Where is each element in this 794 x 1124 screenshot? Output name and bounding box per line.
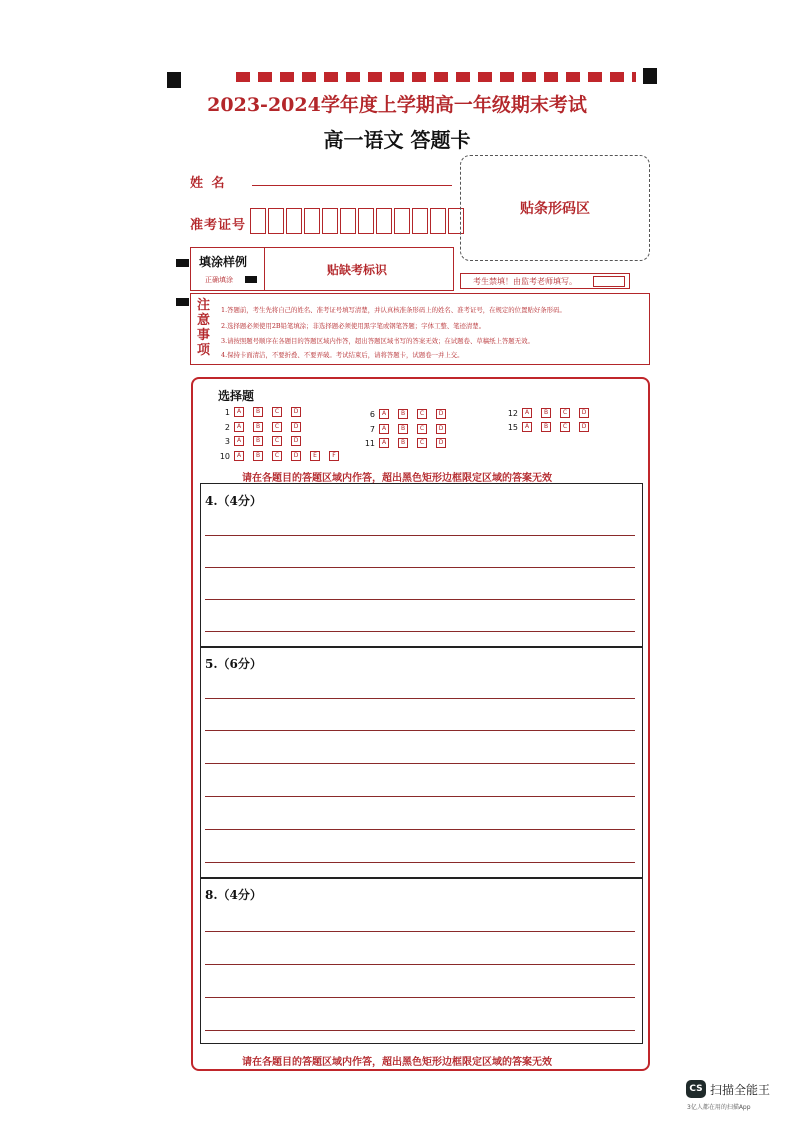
mc-question-number: 15 — [507, 422, 518, 432]
barcode-area — [460, 155, 650, 261]
mc-option-bubble[interactable]: D — [291, 407, 301, 417]
mc-option-bubble[interactable]: C — [417, 424, 427, 434]
cs-logo-icon: CS — [686, 1080, 706, 1098]
notice-item: 4.保持卡面清洁，不要折叠、不要弄破。考试结束后，请将答题卡，试题卷一并上交。 — [221, 351, 464, 359]
registration-mark — [167, 72, 181, 88]
mc-option-bubble[interactable]: E — [310, 451, 320, 461]
notice-item: 1.答题前，考生先将自己的姓名、准考证号填写清楚，并认真核准条形码上的姓名、准考证号，在规定的位置贴好条形码。 — [221, 306, 566, 314]
scanner-logo — [686, 1080, 770, 1098]
mc-question-number: 11 — [364, 438, 375, 448]
name-field[interactable] — [252, 168, 452, 186]
filled-sample — [245, 276, 257, 283]
writing-line — [205, 730, 635, 731]
writing-line — [205, 535, 635, 536]
mc-option-bubble[interactable]: C — [560, 422, 570, 432]
mc-option-bubble[interactable]: D — [579, 408, 589, 418]
mc-question-number: 7 — [369, 424, 375, 434]
mc-option-bubble[interactable]: B — [398, 409, 408, 419]
question-label: 4.（4分） — [205, 494, 262, 508]
mc-option-bubble[interactable]: D — [436, 438, 446, 448]
mc-option-bubble[interactable]: B — [398, 424, 408, 434]
mc-option-bubble[interactable]: A — [234, 407, 244, 417]
timing-marks — [236, 72, 636, 82]
mc-option-bubble[interactable]: B — [253, 451, 263, 461]
mc-option-bubble[interactable]: D — [436, 409, 446, 419]
mc-option-bubble[interactable]: C — [272, 436, 282, 446]
mc-option-bubble[interactable]: B — [541, 408, 551, 418]
mc-question-number: 12 — [507, 408, 518, 418]
answer-box-q8[interactable] — [200, 877, 643, 1044]
mc-option-bubble[interactable]: B — [398, 438, 408, 448]
exam-id-grid[interactable] — [250, 208, 466, 234]
mc-option-bubble[interactable]: A — [379, 438, 389, 448]
area-hint-top: 请在各题目的答题区域内作答，超出黑色矩形边框限定区域的答案无效 — [242, 473, 552, 484]
mc-option-bubble[interactable]: C — [560, 408, 570, 418]
mc-option-bubble[interactable]: C — [272, 451, 282, 461]
mc-option-bubble[interactable]: D — [436, 424, 446, 434]
mc-option-bubble[interactable]: D — [291, 436, 301, 446]
mc-row — [216, 436, 310, 446]
mc-option-bubble[interactable]: C — [272, 422, 282, 432]
mc-option-bubble[interactable]: A — [234, 422, 244, 432]
barcode-area-label: 贴条形码区 — [520, 201, 590, 217]
mc-question-number: 6 — [369, 409, 375, 419]
exam-id-label: 准考证号 — [190, 218, 247, 233]
writing-line — [205, 829, 635, 830]
notice-heading: 注意事项 — [197, 298, 211, 358]
mc-question-number: 1 — [224, 407, 230, 417]
writing-line — [205, 599, 635, 600]
area-hint-bottom: 请在各题目的答题区域内作答，超出黑色矩形边框限定区域的答案无效 — [242, 1057, 552, 1068]
logo-name: 扫描全能王 — [710, 1082, 771, 1097]
mc-question-number: 3 — [224, 436, 230, 446]
answer-box-q4[interactable] — [200, 483, 643, 648]
fill-example-label: 填涂样例 — [199, 255, 248, 269]
mc-row — [361, 409, 455, 419]
mc-option-bubble[interactable]: C — [417, 409, 427, 419]
writing-line — [205, 997, 635, 998]
notice-item: 2.选择题必须使用2B铅笔填涂；非选择题必须使用黑字笔或钢笔答题；字体工整、笔迹清楚。 — [221, 322, 486, 330]
card-subtitle: 高一语文 答题卡 — [323, 128, 471, 152]
mc-row — [216, 407, 310, 417]
mc-option-bubble[interactable]: D — [291, 451, 301, 461]
writing-line — [205, 763, 635, 764]
mc-row — [361, 424, 455, 434]
fill-example-box — [190, 247, 454, 291]
mc-option-bubble[interactable]: A — [234, 451, 244, 461]
mc-option-bubble[interactable]: B — [541, 422, 551, 432]
registration-mark — [176, 259, 189, 267]
mc-option-bubble[interactable]: C — [417, 438, 427, 448]
mc-row — [504, 422, 598, 432]
mc-row — [504, 408, 598, 418]
mc-option-bubble[interactable]: D — [579, 422, 589, 432]
absent-notice-box — [460, 273, 630, 289]
mc-row — [216, 422, 310, 432]
writing-line — [205, 931, 635, 932]
mc-option-bubble[interactable]: A — [234, 436, 244, 446]
mc-option-bubble[interactable]: A — [379, 424, 389, 434]
mc-question-number: 10 — [219, 451, 230, 461]
name-label: 姓 名 — [190, 176, 227, 191]
absent-checkbox[interactable] — [593, 276, 625, 287]
mc-question-number: 2 — [224, 422, 230, 432]
logo-tagline: 3亿人都在用的扫描App — [687, 1104, 751, 1111]
writing-line — [205, 567, 635, 568]
mc-option-bubble[interactable]: B — [253, 407, 263, 417]
mc-option-bubble[interactable]: C — [272, 407, 282, 417]
mc-option-bubble[interactable]: F — [329, 451, 339, 461]
mc-option-bubble[interactable]: A — [379, 409, 389, 419]
writing-line — [205, 631, 635, 632]
notice-box — [190, 293, 650, 365]
mc-option-bubble[interactable]: D — [291, 422, 301, 432]
mc-row — [216, 451, 348, 461]
writing-line — [205, 862, 635, 863]
mc-option-bubble[interactable]: B — [253, 436, 263, 446]
writing-line — [205, 796, 635, 797]
notice-item: 3.请按照题号顺序在各题目的答题区域内作答，超出答题区域书写的答案无效；在试题卷、草稿纸上答题无效。 — [221, 337, 534, 345]
fill-correct-label: 正确填涂 — [205, 276, 233, 284]
mc-title: 选择题 — [218, 389, 255, 403]
mc-row — [361, 438, 455, 448]
absent-notice: 考生禁填！由监考老师填写。 — [473, 277, 577, 286]
registration-mark — [643, 68, 657, 84]
mc-option-bubble[interactable]: B — [253, 422, 263, 432]
registration-mark — [176, 298, 189, 306]
question-label: 8.（4分） — [205, 888, 262, 902]
mc-option-bubble[interactable]: A — [522, 408, 532, 418]
mc-option-bubble[interactable]: A — [522, 422, 532, 432]
exam-title: 2023-2024学年度上学期高一年级期末考试 — [207, 94, 587, 116]
question-label: 5.（6分） — [205, 657, 262, 671]
writing-line — [205, 1030, 635, 1031]
absent-label: 贴缺考标识 — [327, 263, 388, 277]
writing-line — [205, 698, 635, 699]
writing-line — [205, 964, 635, 965]
